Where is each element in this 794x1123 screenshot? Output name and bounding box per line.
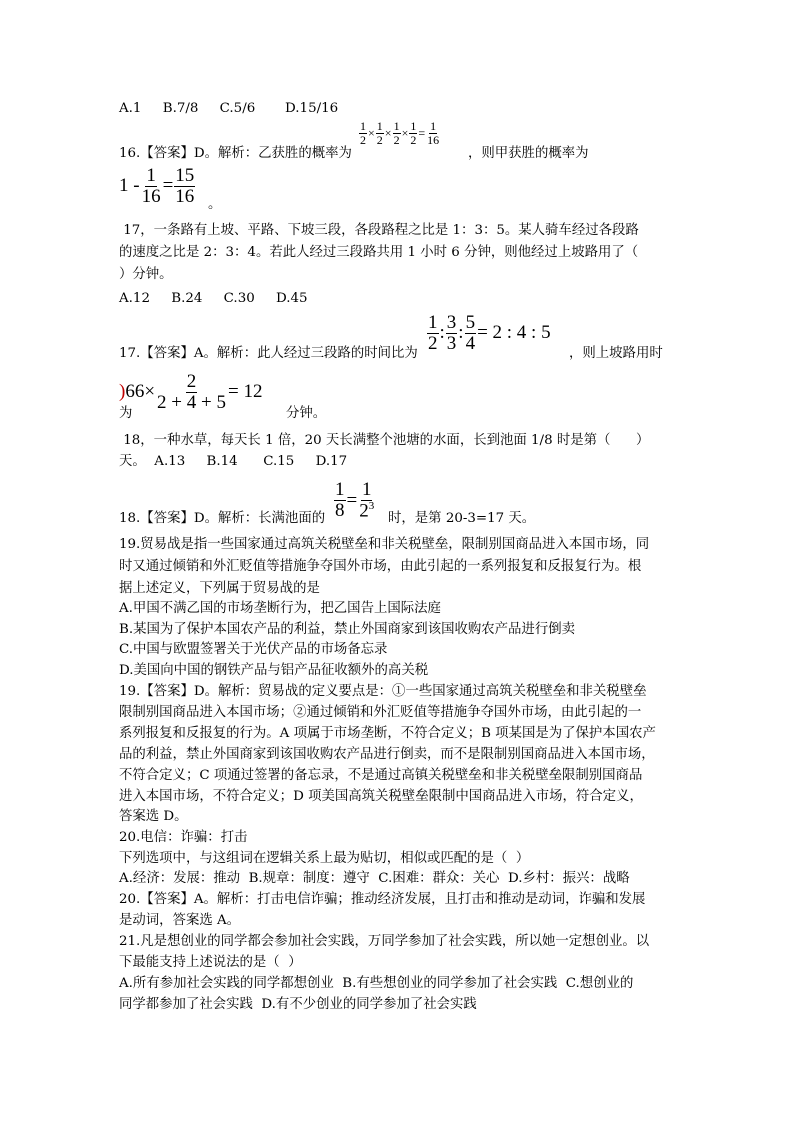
- frac-num: 5: [465, 312, 476, 333]
- a17-formula2: [119, 372, 262, 413]
- a19-line1: 19.【答案】D。解析：贸易战的定义要点是：①一些国家通过高筑关税壁垒和非关税壁垒: [119, 684, 647, 699]
- a20-line2: 是动词，答案选 A。: [119, 913, 241, 928]
- op: =: [162, 175, 174, 197]
- a17-text2: ，则上坡路用时: [569, 346, 663, 361]
- frac-den: 3: [446, 332, 457, 354]
- q21-line3: A.所有参加社会实践的同学都想创业 B.有些想创业的同学参加了社会实践 C.想创业的: [119, 976, 634, 991]
- a17-formula: [426, 313, 551, 354]
- op: ): [119, 381, 126, 403]
- frac-den: 2 + 4 + 5: [157, 391, 226, 413]
- q20-line2: 下列选项中，与这组词在逻辑关系上最为贴切，相似或匹配的是（ ）: [119, 851, 530, 866]
- q17-line1: 17，一条路有上坡、平路、下坡三段，各段路程之比是 1：3：5。某人骑车经过各段路: [119, 223, 639, 238]
- frac-num: 1: [376, 119, 383, 133]
- q20-options: A.经济：发展：推动 B.规章：制度：遵守 C.困难：群众：关心 D.乡村：振兴：战略: [119, 871, 630, 886]
- op: ×: [401, 125, 409, 140]
- a19-line5: 不符合定义；C 项通过签署的备忘录，不是通过高镇关税壁垒和非关税壁垒限制别国商品: [119, 768, 643, 783]
- op: = 12: [227, 381, 263, 403]
- a18-formula: [333, 480, 376, 521]
- q18-line1: 18，一种水草，每天长 1 倍，20 天长满整个池塘的水面，长到池面 1/8 时是第（ ）: [119, 433, 650, 448]
- q19-option-a: A.甲国不满乙国的市场垄断行为，把乙国告上国际法庭: [119, 601, 441, 616]
- frac-num: 1: [146, 165, 156, 186]
- op: =: [346, 489, 358, 511]
- frac-num: 1: [393, 119, 400, 133]
- q17-line3: ）分钟。: [119, 267, 173, 282]
- a19-line6: 进入本国市场，不符合定义；D 项美国高筑关税壁垒限制中国商品进入市场，符合定义，: [119, 789, 643, 804]
- op: ×: [384, 125, 392, 140]
- frac-den: [358, 501, 375, 521]
- q17-options: A.12 B.24 C.30 D.45: [119, 291, 308, 306]
- base: 2: [359, 500, 369, 522]
- a18-text2: 时，是第 20-3=17 天。: [388, 511, 536, 526]
- frac-den: 16: [427, 132, 440, 147]
- op: :: [458, 322, 464, 344]
- q19-line1: 19.贸易战是指一些国家通过高筑关税壁垒和非关税壁垒，限制别国商品进入本国市场，同: [119, 537, 650, 552]
- a20-line1: 20.【答案】A。解析：打击电信诈骗；推动经济发展，且打击和推动是动词，诈骗和发展: [119, 892, 646, 907]
- q20-line1: 20.电信：诈骗：打击: [119, 830, 248, 845]
- frac-den: 16: [141, 185, 161, 207]
- frac-den: 16: [175, 185, 195, 207]
- frac-num: 2: [186, 371, 197, 392]
- op: ×: [368, 125, 375, 140]
- a17-text: 17.【答案】A。解析：此人经过三段路的时间比为: [119, 346, 418, 361]
- q19-line2: 时又通过倾销和外汇贬值等措施争夺国外市场，由此引起的一系列报复和反报复行为。根: [119, 559, 642, 574]
- exponent: 3: [368, 499, 375, 512]
- frac-den: 2: [360, 132, 366, 147]
- a17-end: 分钟。: [286, 406, 327, 421]
- frac-den: 2: [376, 132, 383, 147]
- q19-option-d: D.美国向中国的钢铁产品与铝产品征收额外的高关税: [119, 663, 429, 678]
- op: ×: [144, 381, 156, 403]
- frac-num: 1: [360, 119, 366, 133]
- q19-line3: 据上述定义，下列属于贸易战的是: [119, 581, 320, 596]
- op: 1 -: [119, 175, 140, 197]
- a16-text: 16.【答案】D。解析：乙获胜的概率为: [119, 146, 352, 161]
- a19-line2: 限制别国商品进入本国市场；②通过倾销和外汇贬值等措施争夺国外市场，由此引起的一: [119, 705, 642, 720]
- q18-line2: 天。 A.13 B.14 C.15 D.17: [119, 454, 348, 469]
- q15-options: A.1 B.7/8 C.5/6 D.15/16: [119, 101, 339, 116]
- q17-line2: 的速度之比是 2：3：4。若此人经过三段路共用 1 小时 6 分钟，则他经过上坡路用了（: [119, 245, 639, 260]
- op: =: [418, 125, 426, 140]
- frac-num: 1: [335, 479, 345, 501]
- a16-text2: ，则甲获胜的概率为: [468, 146, 589, 161]
- frac-num: 1: [410, 119, 417, 133]
- q21-line1: 21.凡是想创业的同学都会参加社会实践，万同学参加了社会实践，所以她一定想创业。以: [119, 934, 650, 949]
- a17-wei: 为: [119, 406, 133, 421]
- frac-den: 2: [393, 132, 400, 147]
- frac-num: 3: [446, 312, 457, 333]
- frac-num: 1: [361, 479, 372, 500]
- a19-line7: 答案选 D。: [119, 809, 188, 824]
- frac-den: 2: [428, 332, 438, 354]
- a19-line4: 品的利益，禁止外国商家到该国收购农产品进行倒卖，而不是限制别国商品进入本国市场，: [119, 747, 655, 762]
- frac-den: 8: [335, 500, 345, 522]
- frac-num: 15: [175, 165, 195, 186]
- q19-option-c: C.中国与欧盟签署关于光伏产品的市场备忘录: [119, 642, 388, 657]
- op: = 2 : 4 : 5: [477, 322, 551, 344]
- op: :: [439, 322, 445, 344]
- a18-text: 18.【答案】D。解析：长满池面的: [119, 511, 326, 526]
- a16-formula2: [119, 166, 196, 207]
- frac-den: 4: [465, 332, 476, 354]
- op: 66: [125, 381, 145, 403]
- a19-line3: 系列报复和反报复的行为。A 项属于市场垄断，不符合定义；B 项某国是为了保护本国农产: [119, 726, 656, 741]
- frac-num: 1: [428, 312, 438, 333]
- q21-line4: 同学都参加了社会实践 D.有不少创业的同学参加了社会实践: [119, 997, 477, 1012]
- frac-den: 2: [410, 132, 417, 147]
- q21-line2: 下最能支持上述说法的是（ ）: [119, 955, 302, 970]
- frac-num: 1: [430, 119, 437, 133]
- a16-end: 。: [208, 197, 222, 212]
- q19-option-b: B.某国为了保护本国农产品的利益，禁止外国商家到该国收购农产品进行倒卖: [119, 622, 575, 637]
- a16-formula: [358, 120, 441, 146]
